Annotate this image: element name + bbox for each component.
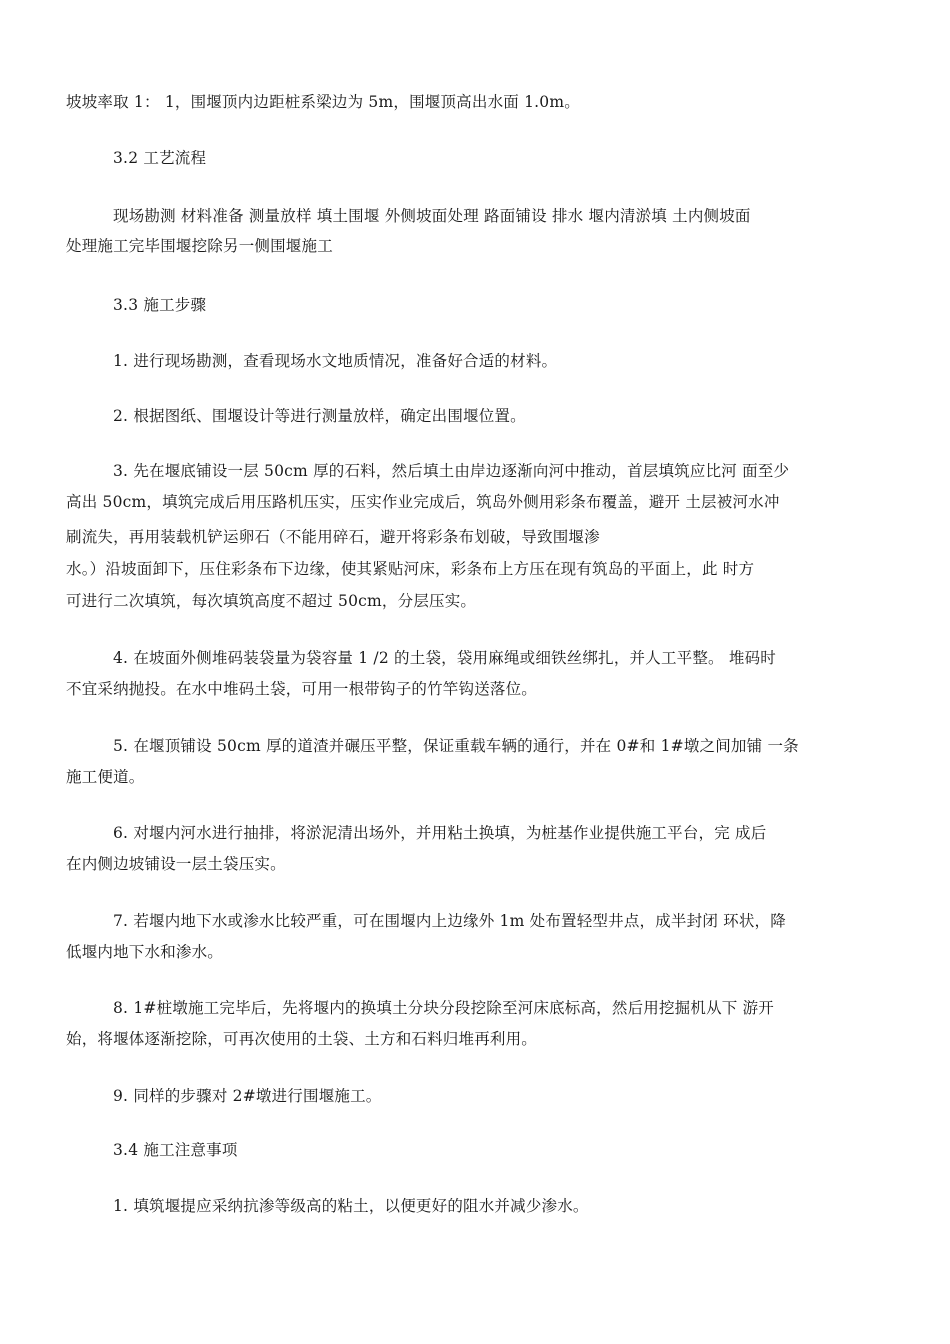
step-3-line-5: 可进行二次填筑，每次填筑高度不超过 50cm，分层压实。 [66, 592, 477, 610]
step-6-line-1: 6. 对堰内河水进行抽排，将淤泥清出场外，并用粘土换填，为桩基作业提供施工平台，完 成后 [113, 824, 767, 842]
step-9-line-1: 9. 同样的步骤对 2#墩进行围堰施工。 [113, 1087, 382, 1105]
step-3-line-3: 刷流失，再用装载机铲运卵石（不能用碎石，避开将彩条布划破，导致围堰渗 [66, 528, 600, 546]
step-8-line-2: 始，将堰体逐渐挖除，可再次使用的土袋、土方和石料归堆再利用。 [66, 1030, 538, 1048]
step-5-line-1: 5. 在堰顶铺设 50cm 厚的道渣并碾压平整，保证重载车辆的通行，并在 0#和 1#墩之间加铺 一条 [113, 737, 799, 755]
step-5-line-2: 施工便道。 [66, 768, 145, 786]
section-heading-3-3: 3.3 施工步骤 [113, 296, 207, 314]
step-2-line-1: 2. 根据图纸、围堰设计等进行测量放样，确定出围堰位置。 [113, 407, 526, 425]
process-flow-line-2: 处理施工完毕围堰挖除另一侧围堰施工 [66, 237, 333, 255]
step-6-line-2: 在内侧边坡铺设一层土袋压实。 [66, 855, 286, 873]
section-heading-3-2: 3.2 工艺流程 [113, 149, 207, 167]
step-4-line-1: 4. 在坡面外侧堆码装袋量为袋容量 1 /2 的土袋，袋用麻绳或细铁丝绑扎，并人工平整。 堆码时 [113, 649, 776, 667]
step-7-line-1: 7. 若堰内地下水或渗水比较严重，可在围堰内上边缘外 1m 处布置轻型井点，成半封闭 环状，降 [113, 912, 786, 930]
note-1-line-1: 1. 填筑堰提应采纳抗渗等级高的粘土，以便更好的阻水并减少渗水。 [113, 1197, 589, 1215]
process-flow-line-1: 现场勘测 材料准备 测量放样 填土围堰 外侧坡面处理 路面铺设 排水 堰内清淤填 土内侧坡面 [113, 207, 751, 225]
section-heading-3-4: 3.4 施工注意事项 [113, 1141, 238, 1159]
step-4-line-2: 不宜采纳抛投。在水中堆码土袋，可用一根带钩子的竹竿钩送落位。 [66, 680, 538, 698]
step-8-line-1: 8. 1#桩墩施工完毕后，先将堰内的换填土分块分段挖除至河床底标高，然后用挖掘机从下 游开 [113, 999, 774, 1017]
step-3-line-2: 高出 50cm，填筑完成后用压路机压实，压实作业完成后，筑岛外侧用彩条布覆盖，避开 土层被河水冲 [66, 493, 780, 511]
step-7-line-2: 低堰内地下水和渗水。 [66, 943, 224, 961]
step-3-line-1: 3. 先在堰底铺设一层 50cm 厚的石料，然后填土由岸边逐渐向河中推动，首层填筑应比河 面至少 [113, 462, 790, 480]
step-1-line-1: 1. 进行现场勘测，查看现场水文地质情况，准备好合适的材料。 [113, 352, 558, 370]
step-3-line-4: 水。）沿坡面卸下，压住彩条布下边缘，使其紧贴河床，彩条布上方压在现有筑岛的平面上，此 时方 [66, 560, 755, 578]
intro-paragraph-line-1: 坡坡率取 1： 1，围堰顶内边距桩系梁边为 5m，围堰顶高出水面 1.0m。 [66, 93, 580, 111]
